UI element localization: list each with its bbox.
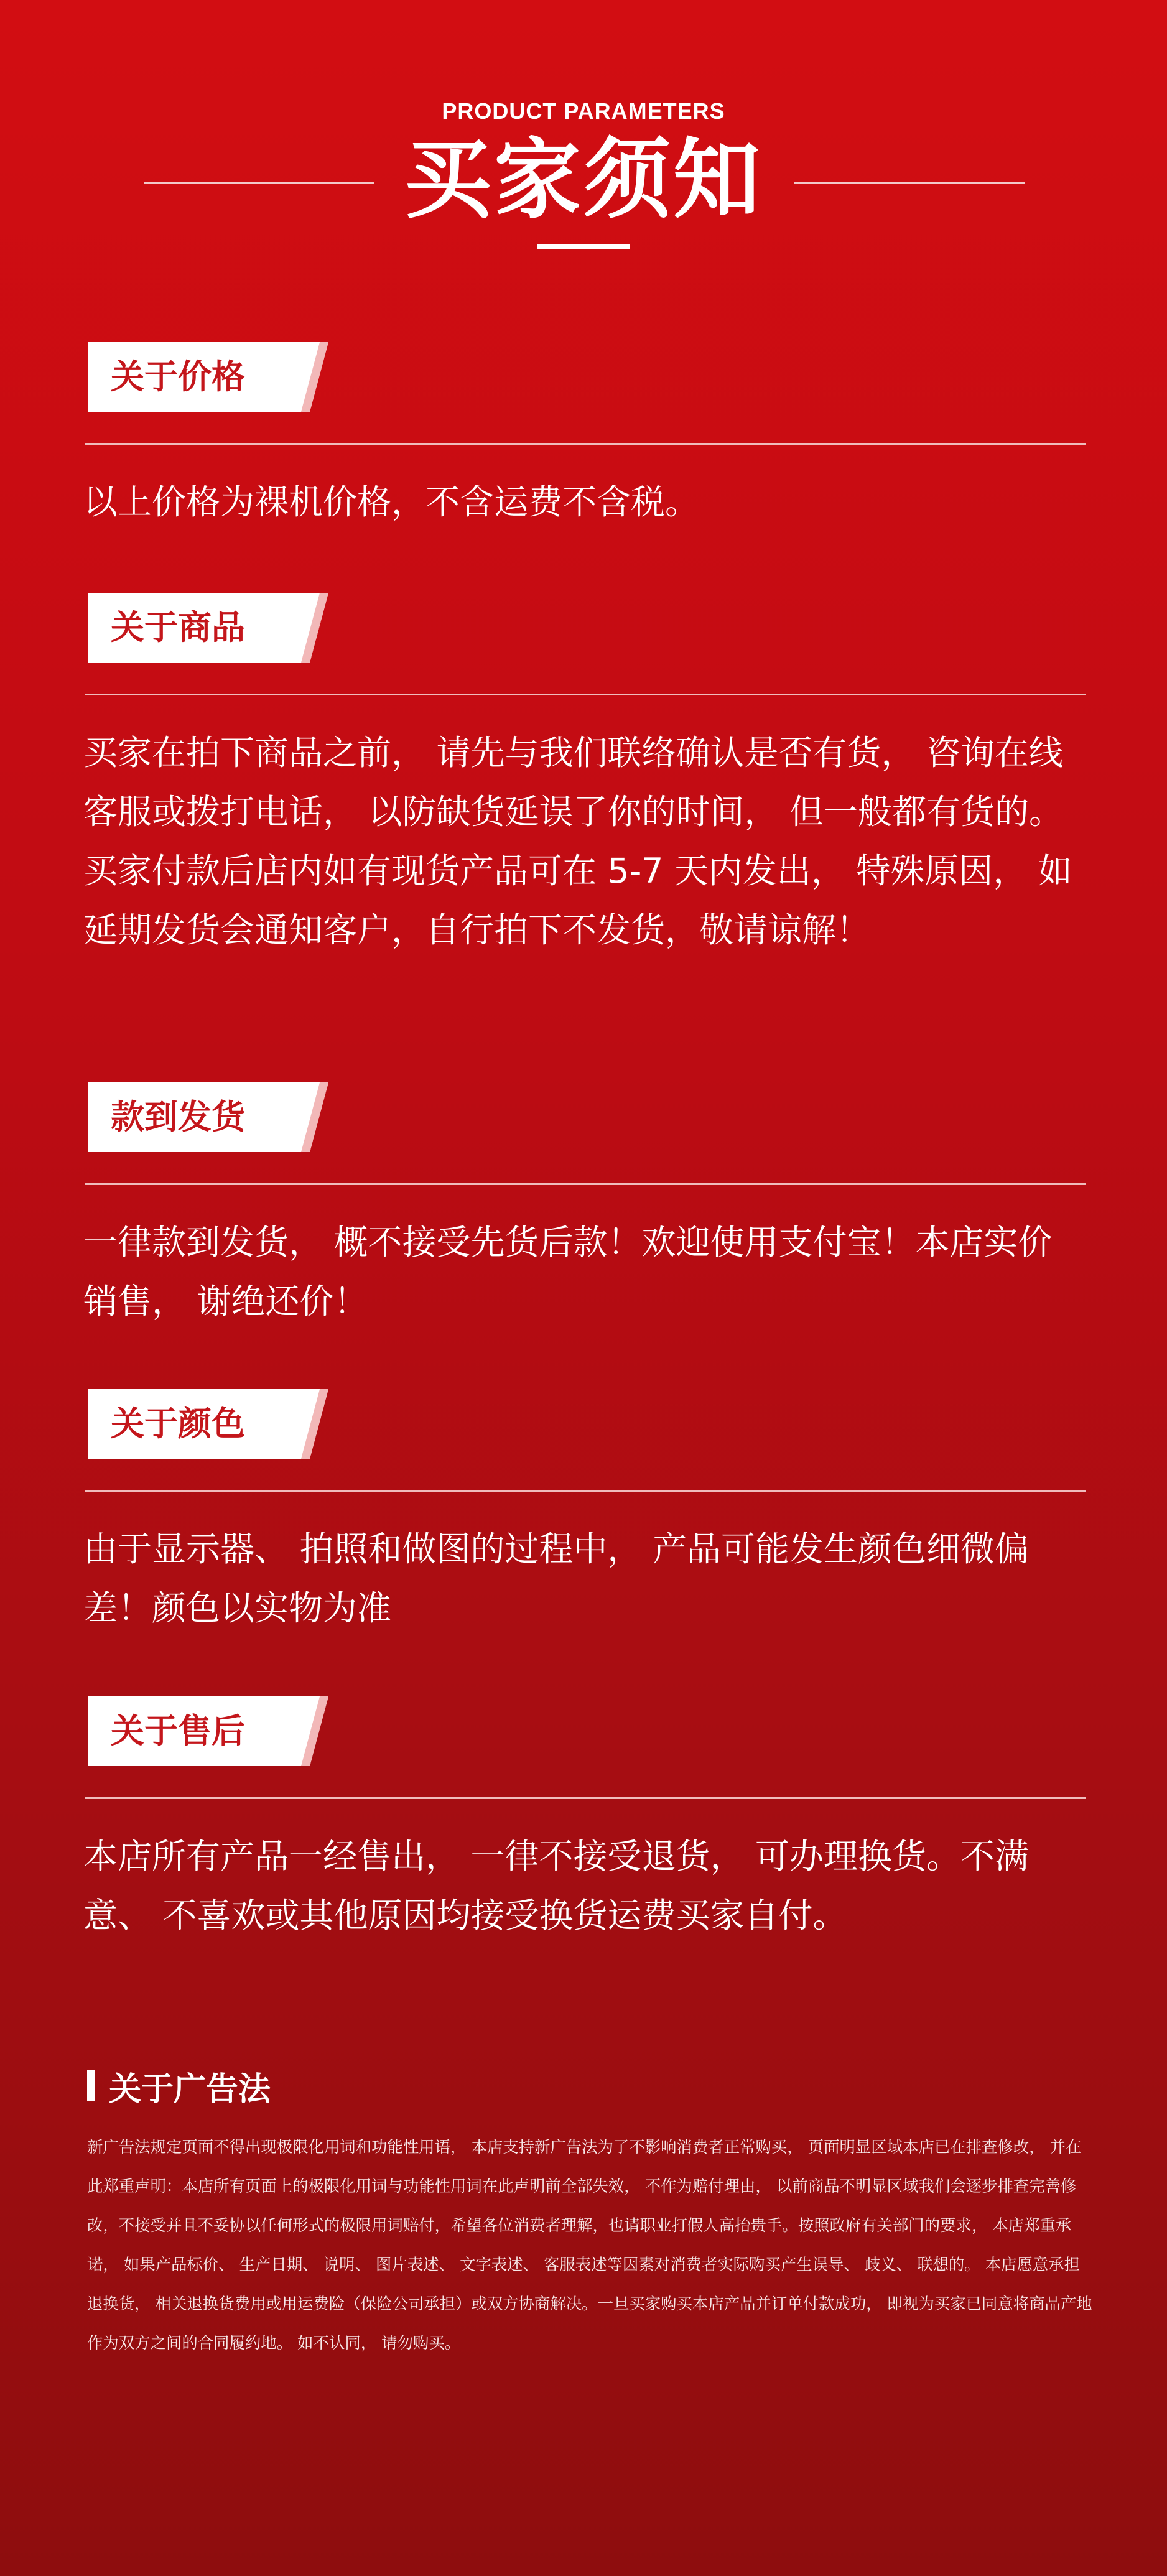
section-badge xyxy=(88,1389,328,1459)
section-title: 关于售后 xyxy=(111,1711,245,1751)
section-divider xyxy=(85,443,1086,445)
section-divider xyxy=(85,694,1086,695)
ad-law-heading xyxy=(87,2064,271,2108)
section-body: 以上价格为裸机价格，不含运费不含税。 xyxy=(83,482,700,522)
section-title: 关于价格 xyxy=(111,357,245,396)
section-badge xyxy=(88,1082,328,1152)
ad-law-title: 关于广告法 xyxy=(109,2070,271,2108)
header-subtitle: PRODUCT PARAMETERS xyxy=(442,98,725,124)
section-body: 本店所有产品一经售出， 一律不接受退货， 可办理换货。不满意、 不喜欢或其他原因均接受换货运费买家自付。 xyxy=(83,1836,1029,1935)
ad-law-body: 新广告法规定页面不得出现极限化用词和功能性用语， 本店支持新广告法为了不影响消费者正常购买， 页面明显区域本店已在排查修改， 并在此郑重声明：本店所有页面上的极限化用词与功能性用词在此声明前全部失效， 不作为赔付理由， 以前商品不明显区域我们会逐步排查完善修改，不接受并且不妥协以任何形式的极限用词赔付，希望各位消费者理解，也请职业打假人高抬贵手。按照政府有关部门的要求， 本店郑重承诺， 如果产品标价、 生产日期、 说明、 图片表述、 文字表述、 客服表述等因素对消费者实际购买产生误导、 歧义、 联想的。 本店愿意承担退换货， 相关退换货费用或用运费险（保险公司承担）或双方协商解决。一旦买家购买本店产品并订单付款成功， 即视为买家已同意将商品产地作为双方之间的合同履约地。 如不认同， 请勿购买。 xyxy=(87,2137,1092,2352)
header-divider-right xyxy=(794,182,1025,184)
section-badge xyxy=(88,342,328,412)
section-badge xyxy=(88,593,328,663)
section-title: 关于商品 xyxy=(111,608,245,647)
section-body: 买家在拍下商品之前， 请先与我们联络确认是否有货， 咨询在线客服或拨打电话， 以防缺货延误了你的时间， 但一般都有货的。 买家付款后店内如有现货产品可在 5-7 天内发出， 特殊原因， 如延期发货会通知客户，自行拍下不发货，敬请谅解！ xyxy=(83,733,1072,950)
section-divider xyxy=(85,1797,1086,1799)
section-divider xyxy=(85,1183,1086,1185)
title-underline xyxy=(537,244,630,249)
section-body: 由于显示器、 拍照和做图的过程中， 产品可能发生颜色细微偏差！颜色以实物为准 xyxy=(83,1529,1029,1628)
section-badge xyxy=(88,1696,328,1766)
section-body: 一律款到发货， 概不接受先货后款！欢迎使用支付宝！本店实价销售， 谢绝还价！ xyxy=(83,1222,1053,1321)
page-title: 买家须知 xyxy=(404,129,763,231)
section-title: 款到发货 xyxy=(111,1097,245,1137)
ad-law-marker xyxy=(87,2070,95,2101)
section-title: 关于颜色 xyxy=(111,1404,245,1443)
section-divider xyxy=(85,1490,1086,1492)
